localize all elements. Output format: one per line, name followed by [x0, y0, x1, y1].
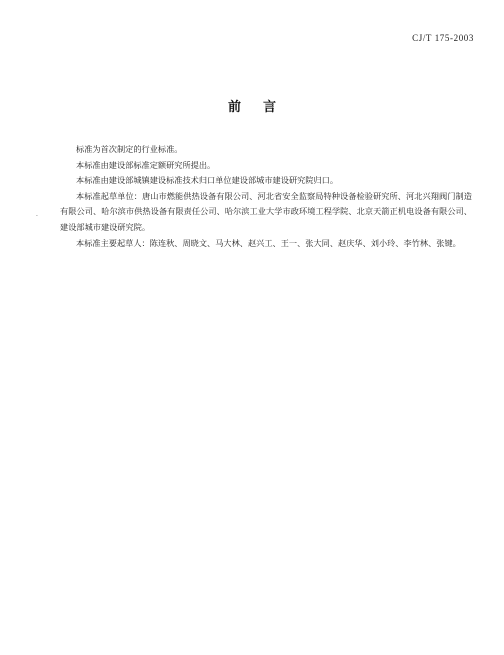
foreword-body: [60, 142, 472, 251]
paragraph-3: 本标准由建设部城镇建设标准技术归口单位建设部城市建设研究院归口。: [76, 175, 339, 186]
title-char-1: 前: [227, 100, 241, 115]
page-title: [0, 96, 504, 115]
paragraph-2: 本标准由建设部标准定额研究所提出。: [76, 159, 216, 170]
standard-code: CJ/T 175-2003: [412, 33, 474, 43]
margin-mark: ·: [36, 213, 38, 220]
paragraph-1: 标准为首次制定的行业标准。: [76, 144, 183, 154]
paragraph-4: 本标准起草单位：唐山市燃能供热设备有限公司、河北省安全监察局特种设备检验研究所、河北兴翔阀门制造有限公司、哈尔滨市供热设备有限责任公司、哈尔滨工业大学市政环境工程学院、北京天箭正机电设备有限公司、建设部城市建设研究院。: [60, 190, 472, 232]
paragraph-5: 本标准主要起草人：陈连秋、周晓文、马大林、赵兴工、王一、张大同、赵庆华、刘小玲、李竹林、张键。: [76, 237, 461, 248]
title-char-2: 言: [263, 100, 277, 115]
